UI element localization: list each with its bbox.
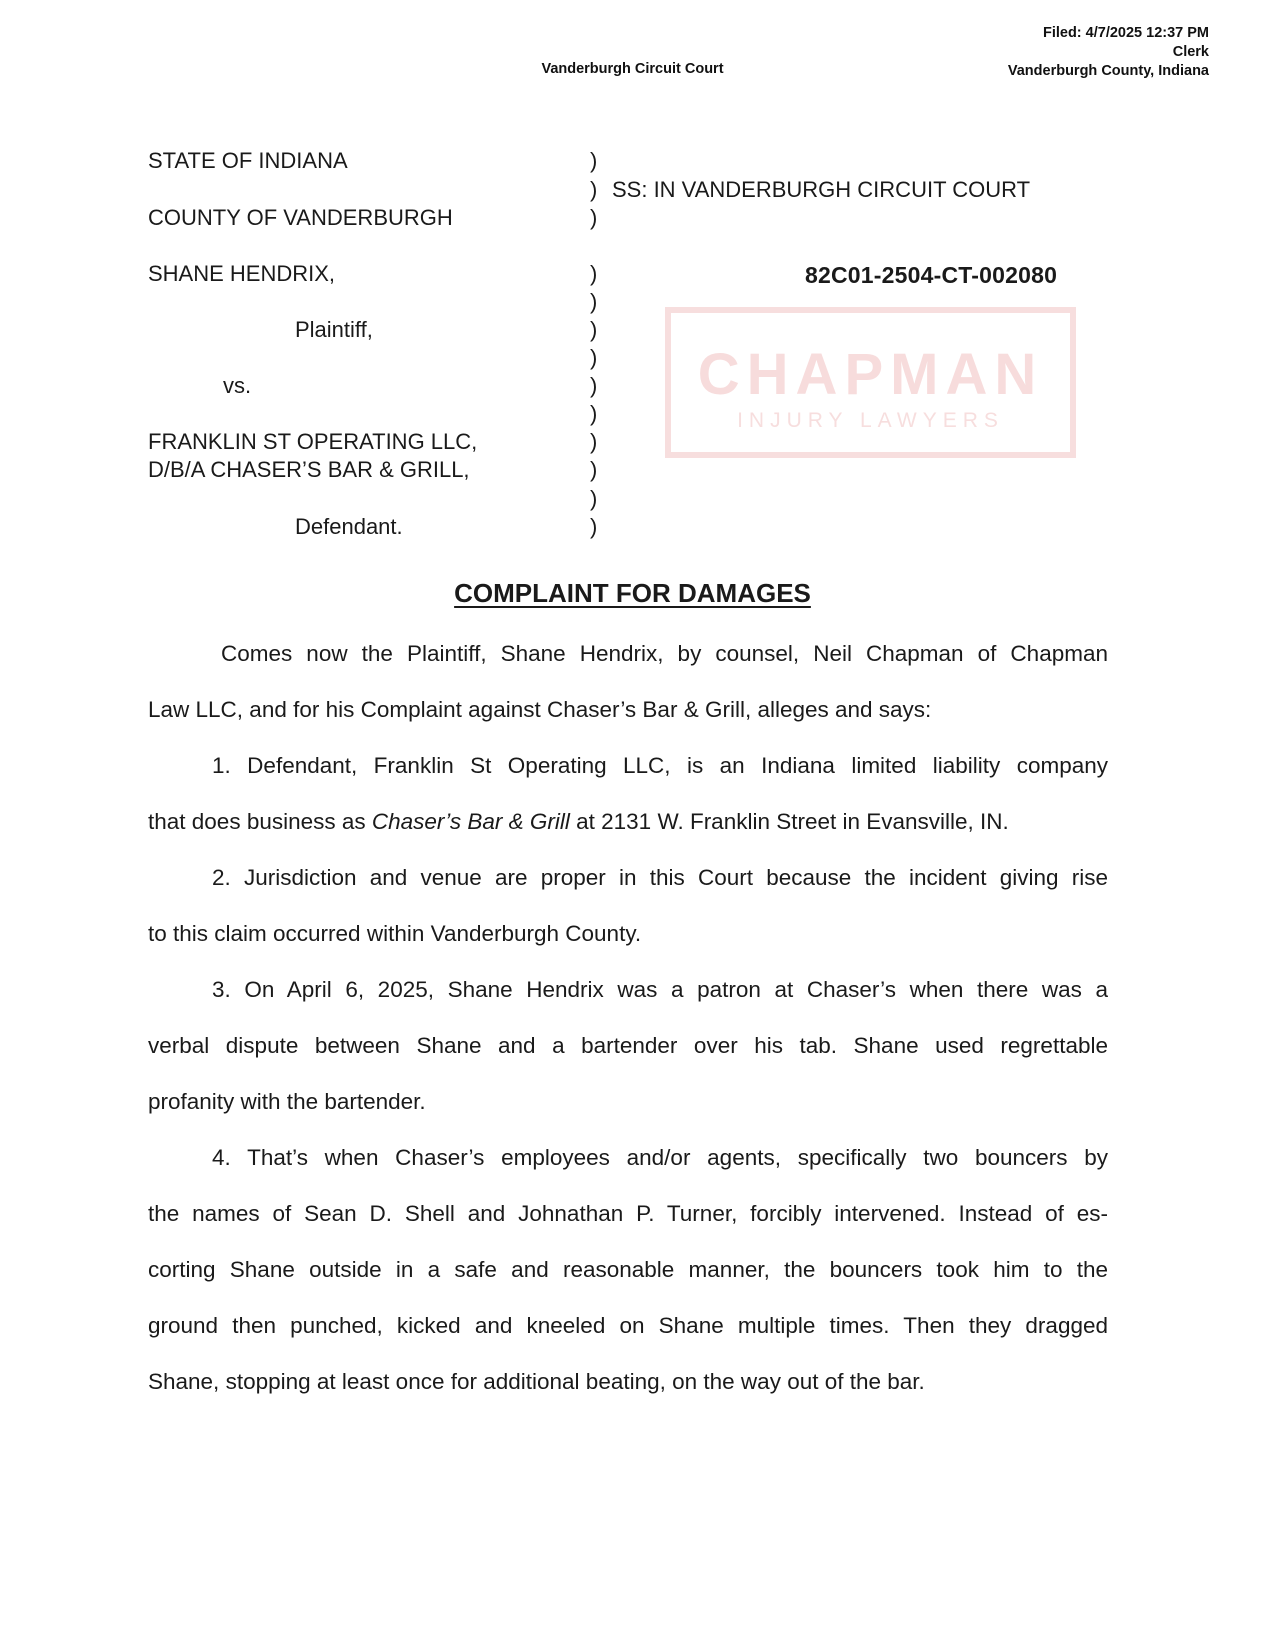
paragraph-4-line-4: ground then punched, kicked and kneeled on Shane multiple times. Then they dragged [148, 1313, 1108, 1338]
paragraph-1-address: at 2131 W. Franklin Street in Evansville, IN. [569, 809, 1009, 834]
caption-plaintiff-label: Plaintiff, [295, 317, 373, 342]
caption-paren: ) [590, 177, 598, 202]
caption-paren: ) [590, 486, 598, 511]
paragraph-4-line-5: Shane, stopping at least once for additional beating, on the way out of the bar. [148, 1369, 925, 1394]
paragraph-1-text: that does business as [148, 809, 372, 834]
caption-paren: ) [590, 261, 598, 286]
caption-paren: ) [590, 345, 598, 370]
caption-paren: ) [590, 457, 598, 482]
business-name-italic: Chaser’s Bar & Grill [371, 809, 570, 834]
filed-county: Vanderburgh County, Indiana [1007, 63, 1209, 79]
paragraph-3-line-2: verbal dispute between Shane and a bartender over his tab. Shane used regrettable [148, 1033, 1108, 1058]
filed-clerk: Clerk [1172, 44, 1209, 60]
caption-vs: vs. [223, 373, 252, 398]
caption-ss-court: SS: IN VANDERBURGH CIRCUIT COURT [612, 177, 1031, 202]
intro-line-2: Law LLC, and for his Complaint against Chaser’s Bar & Grill, alleges and says: [148, 697, 932, 722]
caption-defendant-label: Defendant. [295, 514, 403, 539]
caption-paren: ) [590, 289, 598, 314]
intro-line-1: Comes now the Plaintiff, Shane Hendrix, by counsel, Neil Chapman of Chapman [221, 641, 1108, 666]
paragraph-4-line-2: the names of Sean D. Shell and Johnathan P. Turner, forcibly intervened. Instead of es- [148, 1201, 1108, 1226]
caption-plaintiff-name: SHANE HENDRIX, [148, 261, 336, 286]
paragraph-3-line-1: 3. On April 6, 2025, Shane Hendrix was a patron at Chaser’s when there was a [212, 977, 1108, 1002]
watermark-name: CHAPMAN [697, 342, 1044, 407]
paragraph-4-line-3: corting Shane outside in a safe and reasonable manner, the bouncers took him to the [148, 1257, 1108, 1282]
filed-date: Filed: 4/7/2025 12:37 PM [1042, 25, 1209, 41]
paragraph-3-line-3: profanity with the bartender. [148, 1089, 426, 1114]
caption-paren: ) [590, 401, 598, 426]
paragraph-2-line-2: to this claim occurred within Vanderburgh County. [148, 921, 642, 946]
caption-paren: ) [590, 148, 598, 173]
caption-defendant-line2: D/B/A CHASER’S BAR & GRILL, [148, 457, 470, 482]
paragraph-4-line-1: 4. That’s when Chaser’s employees and/or agents, specifically two bouncers by [212, 1145, 1108, 1170]
caption-paren: ) [590, 514, 598, 539]
caption-paren: ) [590, 429, 598, 454]
caption-defendant-line1: FRANKLIN ST OPERATING LLC, [148, 429, 478, 454]
paragraph-1-line-2 [148, 808, 1108, 836]
caption-paren: ) [590, 317, 598, 342]
caption-county: COUNTY OF VANDERBURGH [148, 205, 453, 230]
paragraph-1-line-1: 1. Defendant, Franklin St Operating LLC, is an Indiana limited liability company [212, 753, 1108, 778]
chapman-watermark-logo [665, 307, 1076, 458]
document-title: COMPLAINT FOR DAMAGES [454, 578, 811, 608]
court-header: Vanderburgh Circuit Court [541, 61, 724, 77]
caption-paren: ) [590, 205, 598, 230]
caption-paren: ) [590, 373, 598, 398]
watermark-tagline: INJURY LAWYERS [737, 409, 1004, 432]
caption-state: STATE OF INDIANA [148, 148, 348, 173]
paragraph-2-line-1: 2. Jurisdiction and venue are proper in this Court because the incident giving rise [212, 865, 1108, 890]
case-number: 82C01-2504-CT-002080 [805, 262, 1058, 288]
